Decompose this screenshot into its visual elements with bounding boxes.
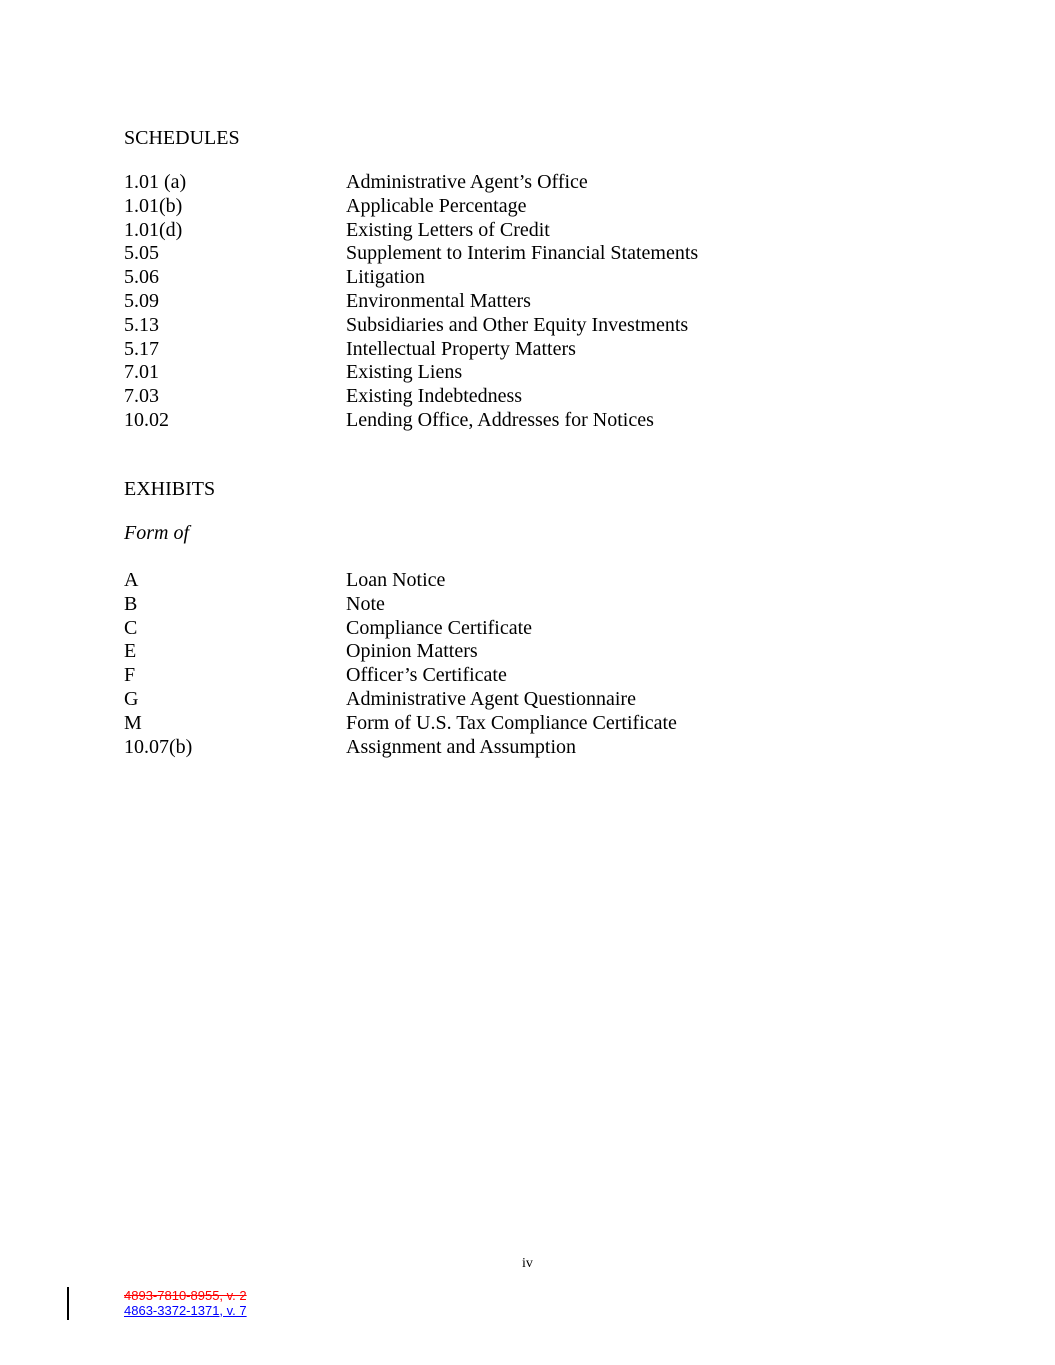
page-number: iv: [522, 1256, 533, 1271]
schedules-entry-number: 5.06: [124, 266, 159, 289]
exhibits-entry-title: Assignment and Assumption: [346, 735, 577, 758]
schedules-entry: [124, 195, 924, 219]
exhibits-list: [124, 569, 924, 759]
schedules-entry: [124, 266, 924, 290]
exhibits-entry: [124, 712, 924, 736]
schedules-entry-title: Existing Letters of Credit: [346, 218, 550, 241]
schedules-entry-title: Subsidiaries and Other Equity Investments: [346, 313, 689, 336]
schedules-entry-number: 5.05: [124, 242, 159, 265]
schedules-entry-number: 5.09: [124, 289, 159, 312]
schedules-entry-number: 5.13: [124, 313, 159, 336]
deleted-document-id: 4893-7810-8955, v. 2: [124, 1288, 247, 1303]
revision-change-bar: [67, 1287, 69, 1320]
exhibits-entry-title: Administrative Agent Questionnaire: [346, 687, 636, 710]
exhibits-entry: [124, 569, 924, 593]
exhibits-entry-title: Note: [346, 592, 385, 615]
schedules-list: [124, 171, 924, 433]
exhibits-entry-number: 10.07(b): [124, 735, 193, 758]
inserted-document-id: 4863-3372-1371, v. 7: [124, 1303, 247, 1318]
schedules-entry-title: Applicable Percentage: [346, 194, 527, 217]
exhibits-entry: [124, 617, 924, 641]
schedules-entry: [124, 314, 924, 338]
exhibits-entry: [124, 664, 924, 688]
exhibits-entry-title: Form of U.S. Tax Compliance Certificate: [346, 711, 677, 734]
exhibits-entry-number: B: [124, 592, 138, 615]
exhibits-entry-title: Opinion Matters: [346, 640, 478, 663]
exhibits-entry-number: E: [124, 640, 137, 663]
exhibits-entry: [124, 688, 924, 712]
schedules-entry-title: Existing Liens: [346, 361, 463, 384]
schedules-entry: [124, 385, 924, 409]
schedules-entry: [124, 338, 924, 362]
exhibits-entry-number: M: [124, 711, 142, 734]
schedules-entry-number: 7.03: [124, 385, 159, 408]
exhibits-entry-title: Compliance Certificate: [346, 616, 533, 639]
schedules-entry-title: Administrative Agent’s Office: [346, 171, 588, 193]
schedules-entry: [124, 290, 924, 314]
schedules-entry: [124, 242, 924, 266]
exhibits-entry: [124, 593, 924, 617]
schedules-entry-title: Environmental Matters: [346, 289, 531, 312]
schedules-entry-title: Litigation: [346, 266, 425, 289]
schedules-entry-title: Existing Indebtedness: [346, 385, 523, 408]
schedules-entry-number: 1.01(b): [124, 194, 183, 217]
exhibits-subheading: Form of: [124, 522, 189, 544]
schedules-entry-number: 1.01(d): [124, 218, 183, 241]
schedules-entry-number: 5.17: [124, 337, 159, 360]
exhibits-heading: EXHIBITS: [124, 478, 216, 500]
exhibits-entry: [124, 736, 924, 760]
schedules-entry-title: Intellectual Property Matters: [346, 337, 576, 360]
schedules-entry-title: Supplement to Interim Financial Statements: [346, 242, 699, 265]
exhibits-entry-title: Loan Notice: [346, 569, 446, 591]
exhibits-entry-number: G: [124, 687, 139, 710]
schedules-entry-number: 7.01: [124, 361, 159, 384]
schedules-entry-title: Lending Office, Addresses for Notices: [346, 408, 654, 431]
exhibits-entry-number: F: [124, 664, 136, 687]
exhibits-entry: [124, 640, 924, 664]
schedules-entry: [124, 219, 924, 243]
schedules-heading: SCHEDULES: [124, 127, 240, 149]
schedules-entry-number: 10.02: [124, 408, 169, 431]
exhibits-entry-number: A: [124, 569, 139, 591]
exhibits-entry-title: Officer’s Certificate: [346, 664, 507, 687]
schedules-entry: [124, 361, 924, 385]
schedules-entry: [124, 171, 924, 195]
schedules-entry: [124, 409, 924, 433]
schedules-entry-number: 1.01 (a): [124, 171, 187, 193]
exhibits-entry-number: C: [124, 616, 138, 639]
